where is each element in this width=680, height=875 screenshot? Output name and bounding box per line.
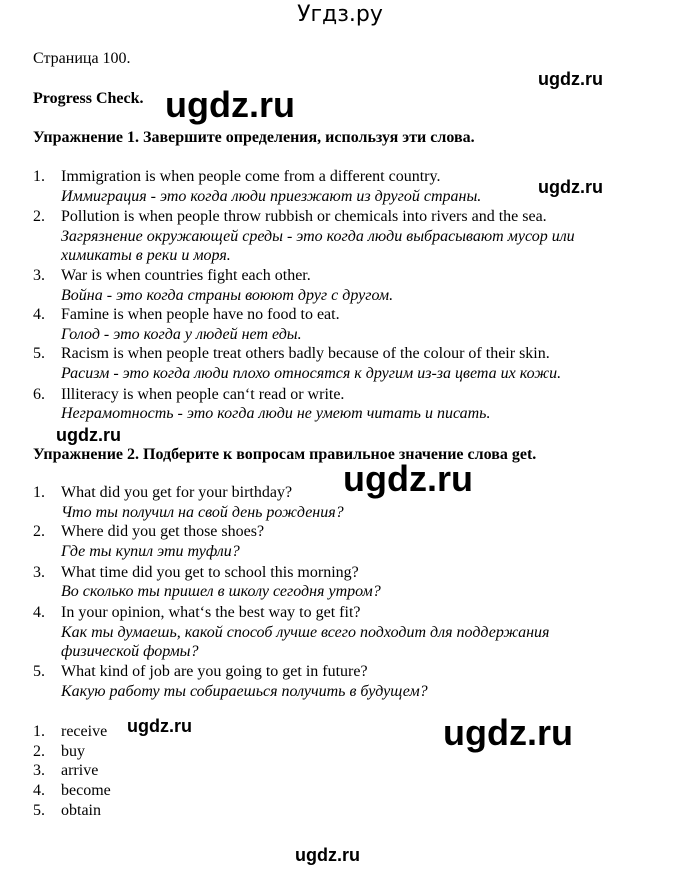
section-title: Progress Check.	[33, 90, 144, 107]
exercise1-heading: Упражнение 1. Завершите определения, используя эти слова.	[33, 129, 475, 146]
watermark: ugdz.ru	[295, 845, 360, 865]
watermark: ugdz.ru	[538, 177, 603, 197]
english-sentence: Racism is when people treat others badly because of the colour of their skin.	[61, 345, 550, 362]
watermark: ugdz.ru	[443, 712, 573, 753]
watermark: ugdz.ru	[165, 84, 295, 125]
exercise2-heading: Упражнение 2. Подберите к вопросам правильное значение слова get.	[33, 446, 537, 463]
english-sentence: Illiteracy is when people can‘t read or write.	[61, 386, 345, 403]
english-sentence: What kind of job are you going to get in future?	[61, 663, 368, 680]
english-sentence: Immigration is when people come from a different country.	[61, 168, 441, 185]
russian-translation: Какую работу ты собираешься получить в будущем?	[61, 683, 428, 700]
item-number: 2.	[33, 743, 45, 760]
english-sentence: What time did you get to school this morning?	[61, 564, 359, 581]
item-number: 5.	[33, 345, 45, 362]
english-sentence: War is when countries fight each other.	[61, 267, 311, 284]
answer-word: become	[61, 782, 111, 799]
russian-translation: Загрязнение окружающей среды - это когда люди выбрасывают мусор или	[61, 228, 575, 245]
item-number: 1.	[33, 168, 45, 185]
english-sentence: In your opinion, what‘s the best way to get fit?	[61, 604, 361, 621]
item-number: 5.	[33, 663, 45, 680]
item-number: 2.	[33, 523, 45, 540]
russian-translation: Как ты думаешь, какой способ лучше всего подходит для поддержания	[61, 624, 550, 641]
russian-translation: физической формы?	[61, 643, 199, 660]
item-number: 6.	[33, 386, 45, 403]
russian-translation: Война - это когда страны воюют друг с другом.	[61, 287, 394, 304]
watermark: ugdz.ru	[343, 458, 473, 499]
english-sentence: Pollution is when people throw rubbish or chemicals into rivers and the sea.	[61, 208, 547, 225]
answer-word: buy	[61, 743, 85, 760]
item-number: 4.	[33, 306, 45, 323]
answer-word: receive	[61, 723, 108, 740]
russian-translation: Где ты купил эти туфли?	[61, 543, 240, 560]
item-number: 1.	[33, 484, 45, 501]
watermark: ugdz.ru	[127, 716, 192, 736]
item-number: 3.	[33, 762, 45, 779]
item-number: 2.	[33, 208, 45, 225]
russian-translation: Иммиграция - это когда люди приезжают из другой страны.	[61, 188, 482, 205]
page-number: Страница 100.	[33, 50, 131, 67]
watermark: ugdz.ru	[538, 69, 603, 89]
item-number: 3.	[33, 564, 45, 581]
item-number: 3.	[33, 267, 45, 284]
russian-translation: химикаты в реки и моря.	[61, 247, 231, 264]
russian-translation: Расизм - это когда люди плохо относятся к другим из-за цвета их кожи.	[61, 365, 562, 382]
russian-translation: Голод - это когда у людей нет еды.	[61, 326, 302, 343]
russian-translation: Что ты получил на свой день рождения?	[61, 504, 344, 521]
item-number: 5.	[33, 802, 45, 819]
english-sentence: Where did you get those shoes?	[61, 523, 265, 540]
item-number: 4.	[33, 782, 45, 799]
english-sentence: Famine is when people have no food to eat.	[61, 306, 340, 323]
item-number: 4.	[33, 604, 45, 621]
site-title[interactable]: Угдз.ру	[297, 2, 383, 27]
watermark: ugdz.ru	[56, 425, 121, 445]
russian-translation: Во сколько ты пришел в школу сегодня утром?	[61, 583, 381, 600]
answer-word: arrive	[61, 762, 99, 779]
russian-translation: Неграмотность - это когда люди не умеют читать и писать.	[61, 405, 491, 422]
item-number: 1.	[33, 723, 45, 740]
english-sentence: What did you get for your birthday?	[61, 484, 293, 501]
answer-word: obtain	[61, 802, 101, 819]
